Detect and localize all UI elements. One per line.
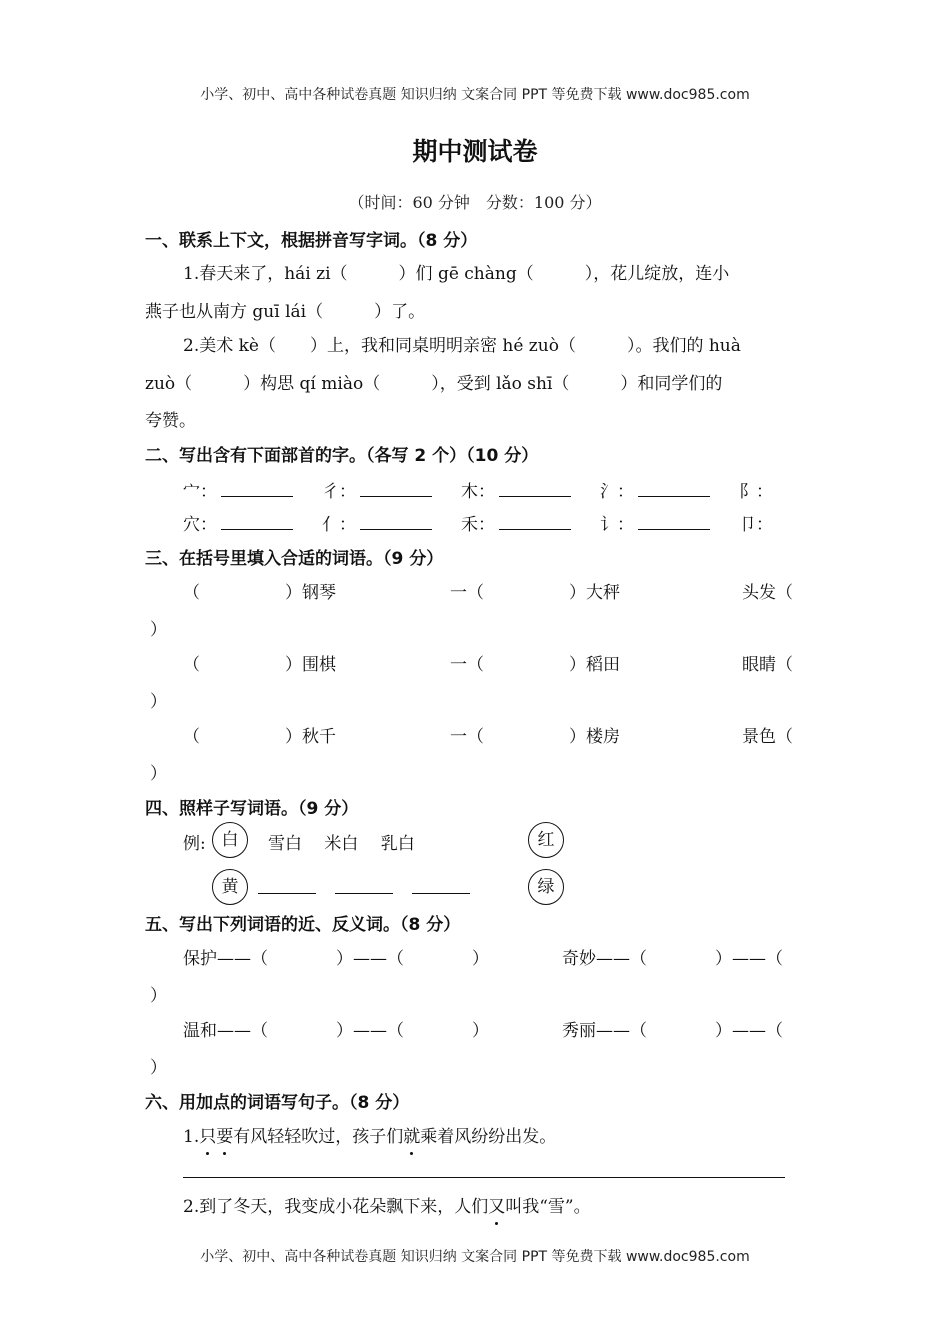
section-5-heading: 五、写出下列词语的近、反义词。（8 分） — [145, 915, 461, 935]
fill-item: 一（ ）稻田 — [450, 655, 620, 675]
radical-item: 彳： — [322, 477, 432, 502]
answer-line[interactable] — [412, 893, 470, 894]
sentence-question-1: 1.只要有风轻轻吹过，孩子们就乘着风纷纷出发。 — [183, 1127, 557, 1147]
answer-blank[interactable] — [360, 513, 432, 530]
synonym-close: ） — [150, 986, 167, 1006]
fill-item: 一（ ）楼房 — [450, 727, 620, 747]
dotted-char: 只 — [199, 1127, 217, 1147]
section-6-heading: 六、用加点的词语写句子。（8 分） — [145, 1093, 410, 1113]
s1-line-1: 1.春天来了，hái zi（ ）们 gē chàng（ ），花儿绽放，连小 — [183, 264, 730, 284]
radical-item: 卩： — [739, 515, 773, 535]
dotted-char: 要 — [216, 1127, 234, 1147]
sentence-question-2: 2.到了冬天，我变成小花朵飘下来，人们又叫我“雪”。 — [183, 1197, 591, 1217]
section-1-heading: 一、联系上下文，根据拼音写字词。（8 分） — [145, 231, 478, 251]
example-words: 雪白 米白 乳白 — [268, 834, 415, 854]
circle-char-green: 绿 — [528, 869, 564, 905]
fill-close: ） — [150, 764, 167, 784]
radical-item: 穴： — [183, 510, 293, 535]
answer-blank[interactable] — [638, 480, 710, 497]
answer-line[interactable] — [258, 893, 316, 894]
synonym-row: 温和——（ ）——（ ） — [183, 1021, 489, 1041]
page-header: 小学、初中、高中各种试卷真题 知识归纳 文案合同 PPT 等免费下载 www.doc985.com — [200, 87, 750, 103]
dotted-char: 又 — [488, 1197, 506, 1217]
section-2-heading: 二、写出含有下面部首的字。（各写 2 个）（10 分） — [145, 446, 539, 466]
answer-blank[interactable] — [499, 513, 571, 530]
s1-line-4: zuò（ ）构思 qí miào（ ），受到 lǎo shī（ ）和同学们的 — [145, 374, 723, 394]
circle-char-red: 红 — [528, 822, 564, 858]
fill-close: ） — [150, 692, 167, 712]
radical-item: 木： — [461, 477, 571, 502]
radical-item: 宀： — [183, 477, 293, 502]
s1-line-2: 燕子也从南方 guī lái（ ）了。 — [145, 302, 426, 322]
example-circle-char: 白 — [212, 822, 248, 858]
fill-item: 一（ ）大秤 — [450, 583, 620, 603]
s1-line-5: 夸赞。 — [145, 411, 196, 431]
exam-info: （时间：60 分钟 分数：100 分） — [348, 193, 602, 212]
fill-item: （ ）秋千 — [183, 727, 336, 747]
fill-item: 头发（ — [742, 583, 793, 603]
answer-blank[interactable] — [360, 480, 432, 497]
fill-item: 景色（ — [742, 727, 793, 747]
radical-item: 氵： — [600, 477, 710, 502]
page-footer: 小学、初中、高中各种试卷真题 知识归纳 文案合同 PPT 等免费下载 www.doc985.com — [200, 1249, 750, 1265]
example-prefix: 例: — [183, 834, 206, 854]
dotted-char: 就 — [403, 1127, 421, 1147]
synonym-row: 保护——（ ）——（ ） — [183, 949, 489, 969]
radical-item: 阝： — [739, 482, 773, 502]
fill-item: （ ）围棋 — [183, 655, 336, 675]
s1-line-3: 2.美术 kè（ ）上，我和同桌明明亲密 hé zuò（ ）。我们的 huà — [183, 336, 741, 356]
fill-item: 眼睛（ — [742, 655, 793, 675]
radical-item: 亻： — [322, 510, 432, 535]
section-4-heading: 四、照样子写词语。（9 分） — [145, 799, 359, 819]
circle-char-yellow: 黄 — [212, 869, 248, 905]
synonym-row: 奇妙——（ ）——（ — [562, 949, 783, 969]
radical-item: 禾： — [461, 510, 571, 535]
answer-blank[interactable] — [638, 513, 710, 530]
fill-close: ） — [150, 620, 167, 640]
answer-blank[interactable] — [221, 480, 293, 497]
answer-line[interactable] — [183, 1177, 785, 1178]
radical-item: 讠： — [600, 510, 710, 535]
answer-blank[interactable] — [499, 480, 571, 497]
synonym-close: ） — [150, 1058, 167, 1078]
synonym-row: 秀丽——（ ）——（ — [562, 1021, 783, 1041]
page-title: 期中测试卷 — [412, 137, 538, 166]
section-3-heading: 三、在括号里填入合适的词语。（9 分） — [145, 549, 444, 569]
fill-item: （ ）钢琴 — [183, 583, 336, 603]
answer-line[interactable] — [335, 893, 393, 894]
answer-blank[interactable] — [221, 513, 293, 530]
